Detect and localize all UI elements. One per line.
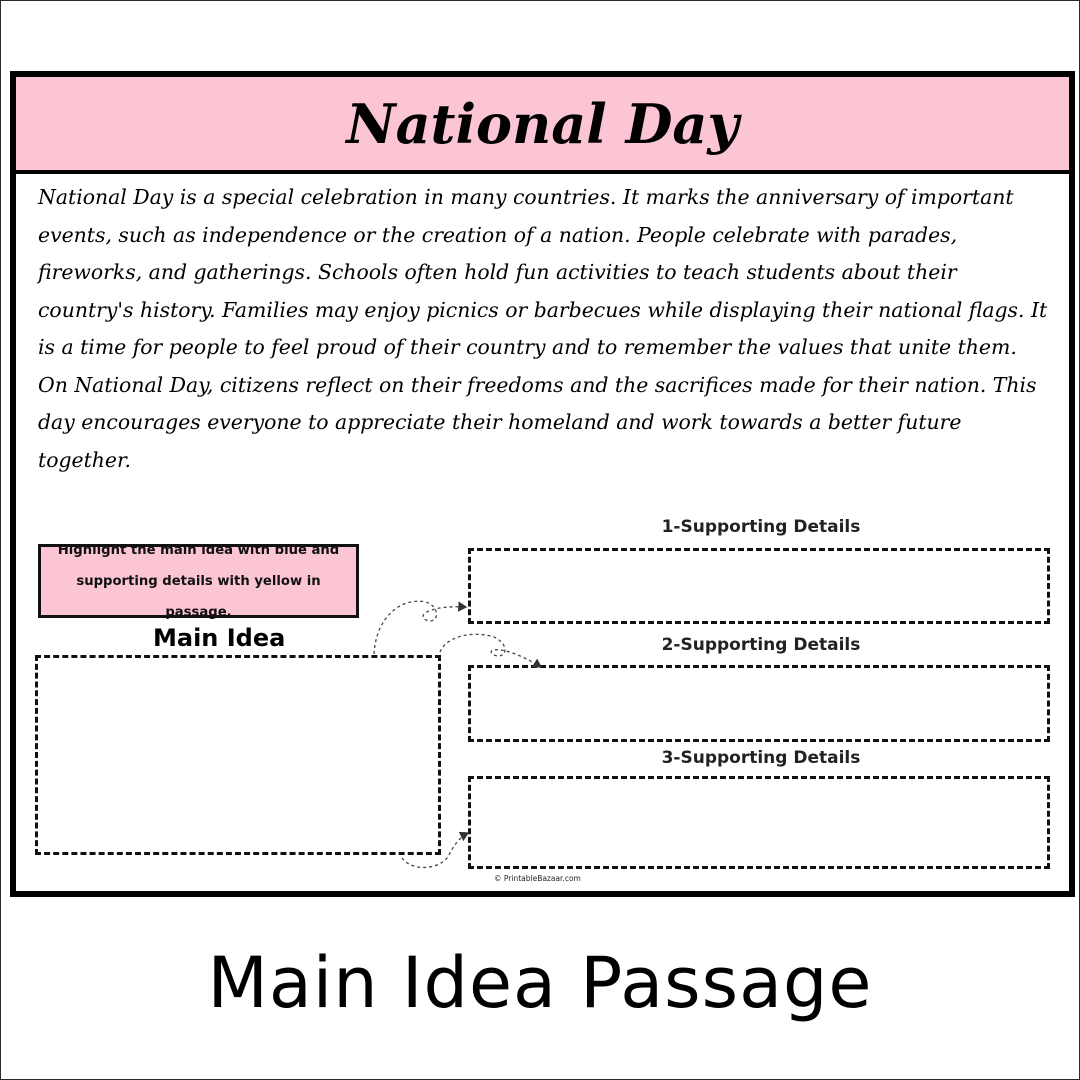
caption: Main Idea Passage xyxy=(207,942,873,1024)
copyright-text: © PrintableBazaar.com xyxy=(494,874,581,883)
supporting-label-3: 3-Supporting Details xyxy=(661,748,861,768)
connector-arrows xyxy=(16,77,1069,891)
arrow-to-detail-3 xyxy=(402,833,468,867)
worksheet xyxy=(10,71,1075,897)
worksheet-title: National Day xyxy=(346,91,739,156)
main-idea-label: Main Idea xyxy=(153,624,286,652)
supporting-label-1: 1-Supporting Details xyxy=(661,517,861,537)
supporting-label-2: 2-Supporting Details xyxy=(661,635,861,655)
instruction-text: Highlight the main idea with blue and supporting details with yellow in passage. xyxy=(57,542,340,620)
arrow-to-detail-1 xyxy=(374,601,466,654)
arrow-to-detail-2 xyxy=(440,634,541,667)
reading-passage: National Day is a special celebration in many countries. It marks the anniversary of important events, such as independence or the creation of a nation. People celebrate with parades, fireworks, and gatherings. Schools often hold fun activities to teach students about their country's history. Families may enjoy picnics or barbecues while displaying their national flags. It is a time for people to feel proud of their country and to remember the values that unite them. On National Day, citizens reflect on their freedoms and the sacrifices made for their nation. This day encourages everyone to appreciate their homeland and work towards a better future together. xyxy=(38,185,1048,472)
